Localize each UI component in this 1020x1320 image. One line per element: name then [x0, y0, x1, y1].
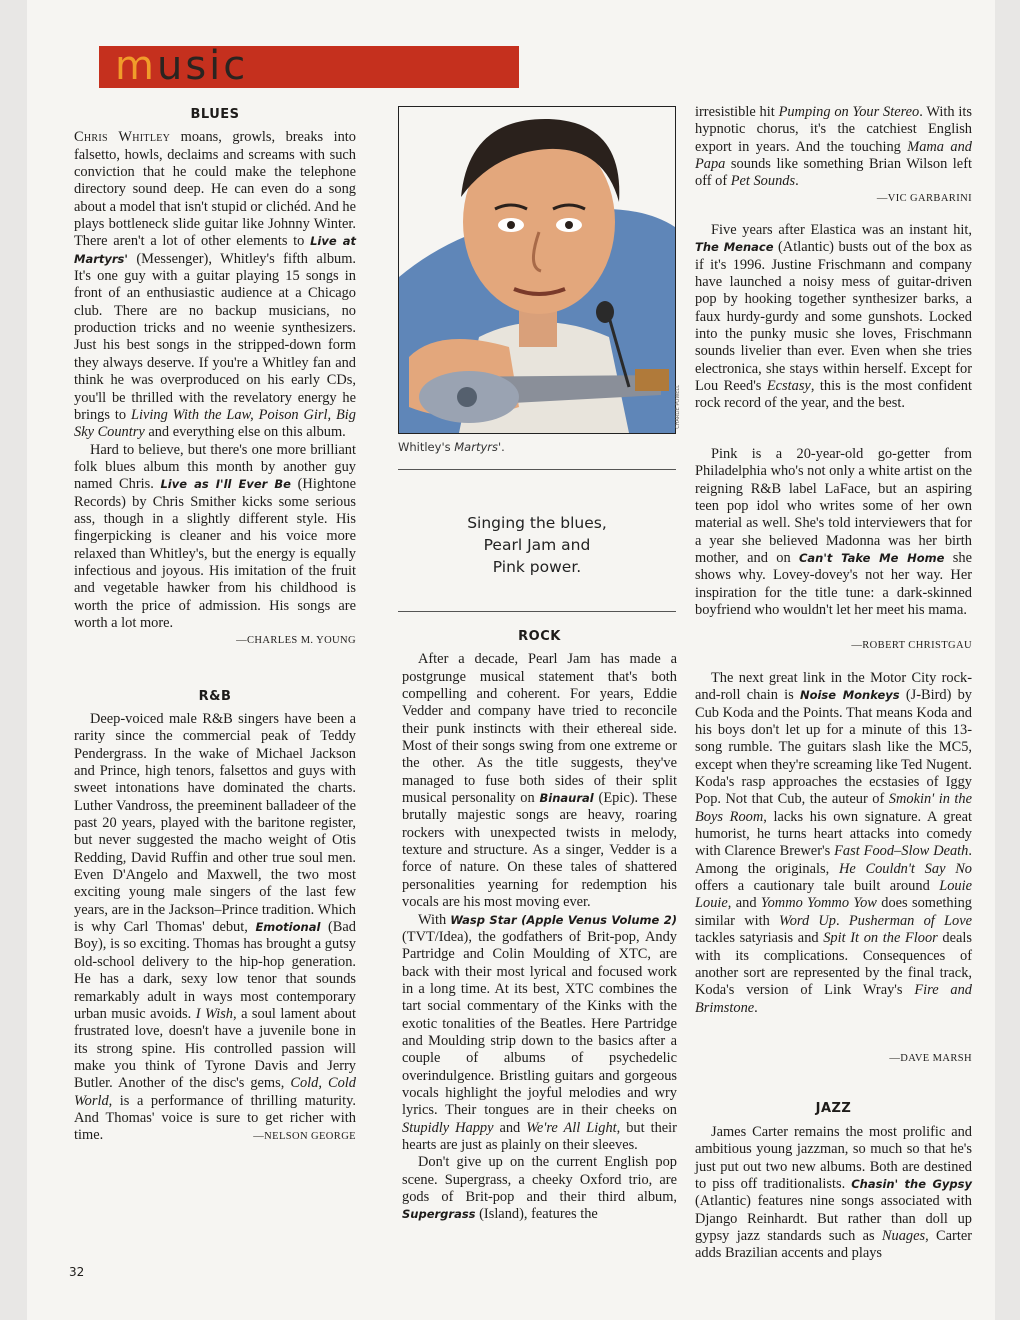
text-run: (Atlantic) busts out of the box as if it's 1996. Justine Frischmann and company have launched a noisy mess of guitar-driven pop by hooking together synthesizer barks, a faux hurdy-gurdy and some gunshots. Locked into the punky music she loves, Frischmann sounds livelier than ever. Even when she tries electronica, she stays within herself. Except for Lou Reed's	[695, 239, 972, 395]
blues-signature: —CHARLES M. YOUNG	[236, 635, 356, 647]
text-run: (Messenger), Whitley's fifth album. It's one guy with a guitar playing 15 songs in front of an enthusiastic audience at a Chicago club. There are no backup musicians, no production tricks and no weenie synthesizers. Just his best songs in the stripped-down form they always deserve. If you're a Whitley fan and think he was overproduced on his early CDs, you'll be thrilled with the revelatory energy he brings to	[74, 250, 356, 423]
rock-paragraph-5	[695, 446, 972, 619]
song-title: Ecstasy	[766, 378, 811, 395]
album-title: Emotional	[255, 920, 321, 935]
illustration-caption	[398, 440, 505, 454]
text-run: After a decade, Pearl Jam has made a postgrunge musical statement that's both compelling and coherent. For years, Eddie Vedder and company have tried to reconcile their punk instincts with their ethereal side. Most of their songs swing from one extreme or the other. As the title suggests, they've managed to fuse both sides of their split musical personality on	[402, 651, 677, 807]
text-run: , Carter adds Brazilian accents and plays	[695, 1228, 972, 1262]
song-title: Mama and Papa	[695, 138, 972, 173]
song-title: Pusherman of Love	[848, 912, 973, 929]
text-run: (Hightone Records) by Chris Smither kicks some serious ass, though in a slightly different style. His fingerpicking is cleaner and his voice more relaxed than Whitley's, but the energy is equally infectious and joyous. His imitation of the fruit and vegetable hawker from his childhood is worth the price of admission. His songs are worth a lot more.	[74, 476, 356, 631]
text-run: .	[835, 912, 849, 929]
text-run: deals with its complications. Consequences of another sort are represented by the final track, Koda's version of Link Wray's	[695, 930, 972, 999]
pull-quote-top-rule	[398, 469, 676, 470]
blues-heading: BLUES	[190, 107, 240, 122]
text-run: With	[418, 911, 451, 928]
text-run: irresistible hit	[695, 104, 779, 120]
rock-heading: ROCK	[518, 629, 561, 644]
text-run: Deep-voiced male R&B singers have been a rarity since the commercial peak of Teddy Pendergrass. In the wake of Michael Jackson and Prince, high tenors, falsettos and guys with sweet intonations have dominated the charts. Luther Vandross, the preeminent balladeer of the past 20 years, played with the baritone register, but never suggested the macho weight of Otis Redding, David Ruffin and other true soul men. Even D'Angelo and Maxwell, the two most exciting young male singers of the last few years, are in the Jackson–Prince tradition. Which is why Carl Thomas' debut,	[74, 711, 356, 936]
text-run: The next great link in the Motor City rock-and-roll chain is	[695, 670, 972, 704]
song-title: Fast Food–Slow Death	[834, 843, 969, 860]
pull-quote	[398, 512, 676, 578]
text-run: moans, growls, breaks into falsetto, howls, declaims and screams with such conviction that he could make the telephone directory sound deep. He can even do a song about a model that isn't stupid or clichéd. And he plays bottleneck slide guitar like Johnny Winter. There aren't a lot of other elements to	[74, 129, 356, 250]
caricature-drawing	[399, 107, 675, 433]
text-run: Don't give up on the current English pop scene. Supergrass, a cheeky Oxford trio, are gods of Brit-pop and their third album,	[402, 1154, 677, 1205]
text-run: she shows why. Lovey-dovey's not her way. Her inspiration for the title tune: a dark-skinned boyfriend who wouldn't let her meet his mama.	[695, 550, 972, 619]
rock-signature-1: —VIC GARBARINI	[876, 193, 972, 204]
column-1	[74, 106, 356, 1145]
section-title-rest: usic	[156, 43, 249, 89]
text-run: .	[754, 999, 758, 1016]
song-title: Cold, Cold World	[74, 1075, 357, 1109]
text-run: Hard to believe, but there's one more brilliant folk blues album this month by another guy named Chris.	[74, 441, 356, 493]
rnb-paragraph-1	[74, 711, 356, 1145]
album-title: Binaural	[539, 791, 594, 806]
song-title: We're All Light	[526, 1119, 617, 1136]
album-title: Live at Martyrs'	[74, 234, 357, 266]
song-title: Smokin' in the Boys Room	[695, 791, 972, 825]
pull-quote-line-2: Pearl Jam and	[483, 536, 591, 554]
text-run: and	[493, 1119, 527, 1136]
blues-paragraph-2	[74, 442, 356, 633]
song-title: Nuages	[881, 1228, 926, 1245]
section-title-initial: m	[115, 43, 157, 89]
album-title: Chasin' the Gypsy	[851, 1177, 972, 1192]
rock-paragraph-3	[402, 1154, 677, 1223]
text-run: .	[795, 173, 799, 190]
section-title	[115, 43, 248, 89]
illustration-credit: CHARLIE POWELL	[675, 385, 681, 429]
rock-paragraph-2	[402, 912, 677, 1155]
rnb-heading: R&B	[198, 688, 232, 704]
song-title: I Wish	[195, 1005, 233, 1022]
album-title: Supergrass	[402, 1207, 476, 1222]
text-run: , this is the most confident rock record of the year, and the best.	[695, 378, 973, 412]
text-run: offers a cautionary tale built around	[695, 878, 940, 895]
text-run: , and	[727, 895, 761, 912]
caption-end: .	[501, 440, 505, 454]
column-2	[402, 628, 677, 1224]
text-run: , but their hearts are just as plainly on their sleeves.	[402, 1119, 677, 1153]
whitley-illustration	[398, 106, 676, 434]
caption-text: Whitley's	[398, 440, 455, 454]
song-title: Pet Sounds	[730, 173, 796, 190]
text-run: (Epic). These brutally majestic songs are heavy, roaring rockers with unexpected twists in melody, texture and structure. As a singer, Vedder is a force of nature. On these tales of shattered personalities yearning for redemption his vocals are his most moving ever.	[402, 790, 677, 911]
pull-quote-line-3: Pink power.	[492, 558, 582, 576]
text-run: Pink is a 20-year-old go-getter from Philadelphia who's not only a white artist on the reigning R&B label LaFace, but an aspiring teen pop idol who writes some of her own material as well. She's told interviewers that for a year she believed Madonna was her birth mother, and on	[695, 446, 972, 567]
album-title: Noise Monkeys	[799, 688, 900, 703]
text-run: , a soul lament about frustrated love, doesn't have a juvenile bone in its strong spine. His controlled passion will make you think of Tyrone Davis and Jerry Butler. Another of the disc's gems,	[74, 1005, 356, 1092]
rock-paragraph-1	[402, 651, 677, 911]
rock-paragraph-6	[695, 670, 972, 1017]
text-run: (J-Bird) by Cub Koda and the Points. That means Koda and his boys don't let up for a minute of this 13-song rumble. The guitars slash like the MC5, except when they're screaming like Ted Nugent. Koda's rasp approaches the ecstasies of Iggy Pop. Not that Cub, the auteur of	[695, 687, 973, 808]
pull-quote-bottom-rule	[398, 611, 676, 612]
song-title: Yommo Yommo Yow	[760, 895, 877, 912]
text-run: Five years after Elastica was an instant hit,	[711, 222, 972, 238]
text-run: , lacks his own signature. A great humorist, he turns heart attacks into comedy with Clarence Brewer's	[695, 808, 972, 860]
album-title: The Menace	[695, 240, 774, 255]
text-run: James Carter remains the most prolific and ambitious young jazzman, so much so that he's just put out two new albums. Both are destined to piss off traditionalists.	[695, 1124, 972, 1193]
text-run: (Atlantic) features nine songs associated with Django Reinhardt. But rather than doll up gypsy jazz standards such as	[695, 1193, 972, 1245]
rock-paragraph-4	[695, 222, 972, 413]
text-run: (TVT/Idea), the godfathers of Brit-pop, Andy Partridge and Colin Moulding of XTC, are back with their most lyrical and focused work in a long time. At its best, XTC combines the tart social commentary of the Kinks with the exotic tonalities of the Beatles. Here Partridge and Moulding strip down to the basics after a couple of albums of psychedelic overindulgence. Bristling guitars and gorgeous vocals highlight the joyful melodies and wry lyrics. Their tongues are in their cheeks on	[402, 928, 677, 1119]
jazz-paragraph-1	[695, 1124, 972, 1263]
pull-quote-line-1: Singing the blues,	[467, 514, 607, 532]
text-run: , is a performance of thrilling maturity. And Thomas' voice is sure to get richer with time.	[74, 1092, 356, 1144]
text-run: Chris Whitley	[74, 129, 171, 146]
rock-signature-2: —ROBERT CHRISTGAU	[851, 640, 972, 651]
text-run: sounds like something Brian Wilson left off of	[695, 156, 972, 190]
text-run: . With its hypnotic chorus, it's the catchiest English export in years. And the touching	[695, 104, 972, 155]
album-title: Wasp Star (Apple Venus Volume 2)	[450, 912, 677, 927]
column-3-flow	[695, 104, 972, 191]
song-title: Word Up	[779, 912, 836, 929]
song-title: Living With the Law, Poison Girl, Big Sky Country	[74, 406, 357, 441]
album-title: Can't Take Me Home	[798, 551, 945, 566]
text-run: does something similar with	[695, 895, 972, 929]
text-run: (Bad Boy), is so exciting. Thomas has brought a gutsy old-school delivery to the hip-hop generation. He has a dark, sexy low tenor that sounds remarkably adult in ways most contemporary urban music avoids.	[74, 919, 356, 1022]
album-title: Live as I'll Ever Be	[160, 477, 291, 492]
rock-paragraph-3-continued	[695, 104, 972, 191]
magazine-page	[27, 0, 995, 1320]
text-run: tackles satyriasis and	[695, 930, 824, 947]
page-number: 32	[69, 1265, 85, 1279]
section-banner	[99, 43, 519, 89]
song-title: Fire and Brimstone	[695, 982, 972, 1016]
text-run: . Among the originals,	[695, 843, 972, 877]
blues-paragraph-1	[74, 129, 356, 441]
song-title: Stupidly Happy	[402, 1119, 494, 1136]
song-title: Louie Louie	[695, 878, 972, 912]
text-run: (Island), features the	[475, 1206, 598, 1223]
song-title: He Couldn't Say No	[838, 860, 972, 877]
song-title: Pumping on Your Stereo	[778, 104, 920, 120]
caption-album: Martyrs'	[454, 440, 502, 454]
text-run: and everything else on this album.	[144, 424, 346, 441]
jazz-heading: JAZZ	[815, 1101, 852, 1116]
song-title: Spit It on the Floor	[823, 930, 938, 947]
rock-signature-3: —DAVE MARSH	[889, 1053, 972, 1064]
rnb-signature: —NELSON GEORGE	[253, 1130, 356, 1142]
